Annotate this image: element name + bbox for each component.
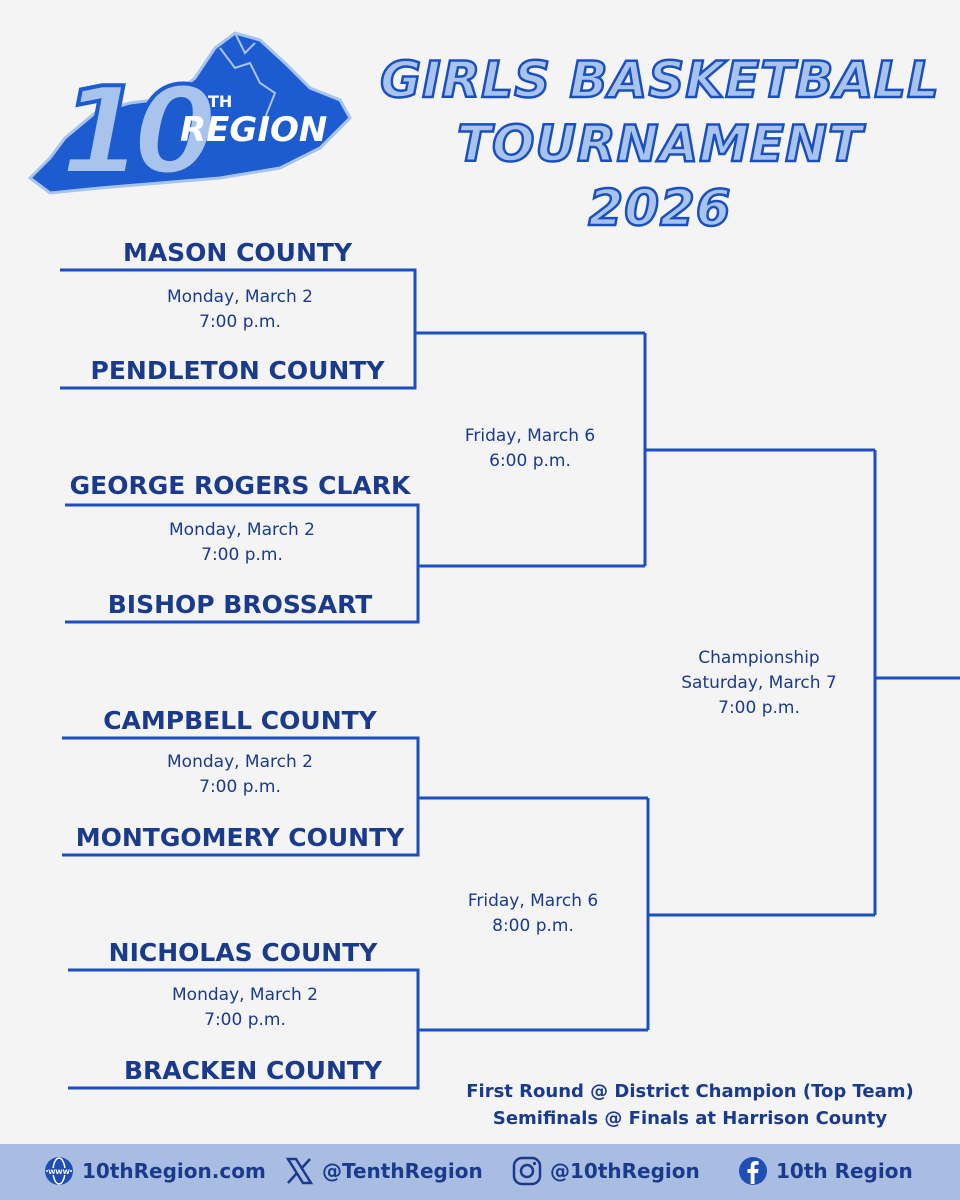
venue-note-1: First Round @ District Champion (Top Team) (466, 1081, 914, 1102)
svg-text:WWW: WWW (48, 1168, 70, 1176)
semifinal-1-date: Friday, March 6 (464, 426, 596, 446)
instagram-icon (512, 1156, 542, 1186)
game-2-date: Monday, March 2 (169, 520, 315, 540)
logo-number: 10 (60, 63, 207, 202)
team-7: NICHOLAS COUNTY (108, 938, 378, 967)
game-3-info (60, 750, 420, 800)
game-4-info (65, 983, 425, 1033)
team-6: MONTGOMERY COUNTY (75, 823, 405, 852)
instagram-text: @10thRegion (550, 1159, 700, 1183)
team-2: PENDLETON COUNTY (90, 356, 385, 385)
championship-label: Championship (698, 648, 820, 668)
game-1-date: Monday, March 2 (167, 287, 313, 307)
game-2-info (62, 518, 422, 568)
game-1-time: 7:00 p.m. (199, 312, 281, 332)
game-2-time: 7:00 p.m. (201, 545, 283, 565)
team-4: BISHOP BROSSART (107, 590, 373, 619)
website-text: 10thRegion.com (82, 1159, 266, 1183)
game-1-info (60, 285, 420, 335)
game-4-time: 7:00 p.m. (204, 1010, 286, 1030)
team-8: BRACKEN COUNTY (123, 1056, 383, 1085)
title-line-2: TOURNAMENT 2026 (456, 115, 864, 237)
title-line-1: GIRLS BASKETBALL (380, 51, 940, 109)
game-3-time: 7:00 p.m. (199, 777, 281, 797)
game-3-date: Monday, March 2 (167, 752, 313, 772)
semifinal-2-time: 8:00 p.m. (492, 916, 574, 936)
championship-date: Saturday, March 7 (681, 673, 837, 693)
game-4-date: Monday, March 2 (172, 985, 318, 1005)
team-5: CAMPBELL COUNTY (103, 706, 377, 735)
footer-instagram[interactable] (512, 1156, 700, 1186)
semifinal-1-info (420, 424, 640, 474)
logo-word: REGION (180, 110, 328, 150)
facebook-text: 10th Region (776, 1159, 913, 1183)
x-handle-text: @TenthRegion (322, 1159, 483, 1183)
team-1: MASON COUNTY (122, 238, 353, 267)
x-logo-icon (284, 1156, 314, 1186)
footer-x[interactable] (284, 1156, 483, 1186)
semifinal-2-date: Friday, March 6 (467, 891, 599, 911)
footer-website[interactable] (44, 1156, 266, 1186)
logo-superscript: TH (208, 92, 233, 111)
footer-facebook[interactable] (738, 1156, 913, 1186)
semifinal-2-info (423, 889, 643, 939)
championship-time: 7:00 p.m. (718, 698, 800, 718)
venue-notes (440, 1078, 940, 1132)
globe-icon (44, 1156, 74, 1186)
facebook-icon (738, 1156, 768, 1186)
team-3: GEORGE ROGERS CLARK (69, 471, 411, 500)
venue-note-2: Semifinals @ Finals at Harrison County (492, 1108, 888, 1129)
championship-info (648, 646, 870, 721)
semifinal-1-time: 6:00 p.m. (489, 451, 571, 471)
